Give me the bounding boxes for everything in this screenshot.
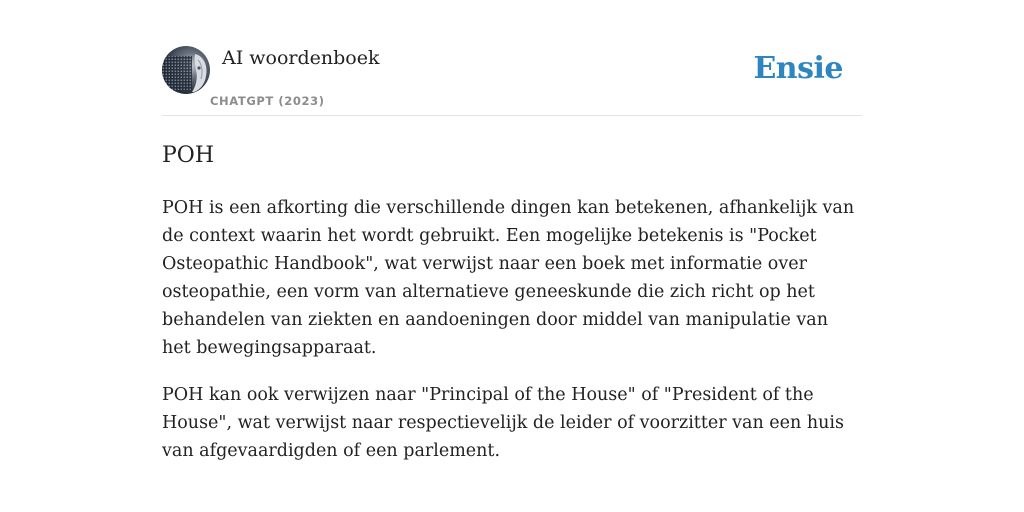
ai-face-icon[interactable] xyxy=(162,46,210,94)
definition-paragraph: POH is een afkorting die verschillende dingen kan betekenen, afhankelijk van de context waarin het wordt gebruikt. Een mogelijke betekenis is "Pocket Osteopathic Handbook", wat verwijst naar een boek met informatie over osteopathie, een vorm van alternatieve geneeskunde die zich richt op het behandelen van ziekten en aandoeningen door middel van manipulatie van het bewegingsapparaat. xyxy=(162,198,855,358)
source-label: CHATGPT (2023) xyxy=(210,94,325,108)
article-container xyxy=(162,0,862,465)
definition-paragraph: POH kan ook verwijzen naar "Principal of the House" of "President of the House", wat verwijst naar respectievelijk de leider of voorzitter van een huis van afgevaardigden of een parlement. xyxy=(162,385,844,461)
term-title: POH xyxy=(162,143,215,168)
author-name[interactable]: AI woordenboek xyxy=(222,47,380,69)
ensie-logo[interactable]: Ensie xyxy=(753,51,843,86)
article-header xyxy=(162,0,862,116)
avatar-graphic xyxy=(162,46,210,94)
